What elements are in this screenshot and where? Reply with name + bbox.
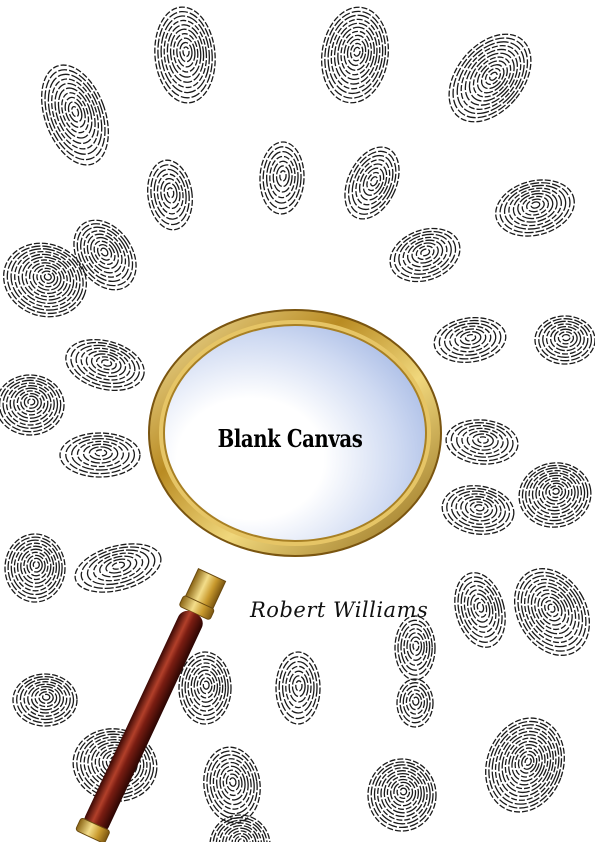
- fingerprint-icon: [199, 743, 265, 826]
- fingerprint-icon: [0, 375, 64, 435]
- fingerprint-icon: [70, 535, 166, 600]
- book-title: Blank Canvas: [217, 424, 363, 453]
- fingerprint-icon: [179, 652, 231, 724]
- author-name: Robert Williams: [250, 598, 429, 622]
- fingerprint-icon: [334, 138, 410, 227]
- fingerprint-icon: [210, 815, 270, 842]
- fingerprint-icon: [514, 457, 595, 533]
- fingerprint-icon: [535, 316, 595, 364]
- fingerprint-icon: [395, 616, 435, 680]
- fingerprint-icon: [368, 759, 436, 831]
- fingerprint-icon: [444, 417, 520, 467]
- fingerprint-icon: [151, 5, 219, 106]
- fingerprint-icon: [431, 313, 508, 367]
- fingerprint-icon: [61, 208, 149, 301]
- fingerprint-icon: [489, 172, 580, 245]
- fingerprint-icon: [60, 433, 140, 477]
- fingerprint-icon: [500, 555, 595, 669]
- fingerprint-icon: [0, 232, 97, 328]
- fingerprint-icon: [13, 674, 77, 726]
- fingerprint-icon: [383, 219, 468, 291]
- fingerprint-icon: [439, 481, 517, 539]
- fingerprint-icon: [5, 534, 65, 602]
- fingerprint-icon: [143, 157, 196, 232]
- fingerprint-icon: [397, 679, 433, 727]
- fingerprint-icon: [447, 567, 513, 653]
- fingerprint-icon: [60, 331, 150, 398]
- fingerprint-icon: [259, 141, 305, 214]
- fingerprint-icon: [29, 56, 121, 174]
- fingerprint-icon: [473, 707, 577, 823]
- fingerprint-icon: [316, 3, 395, 107]
- fingerprint-icon: [433, 18, 548, 137]
- fingerprint-icon: [276, 652, 320, 724]
